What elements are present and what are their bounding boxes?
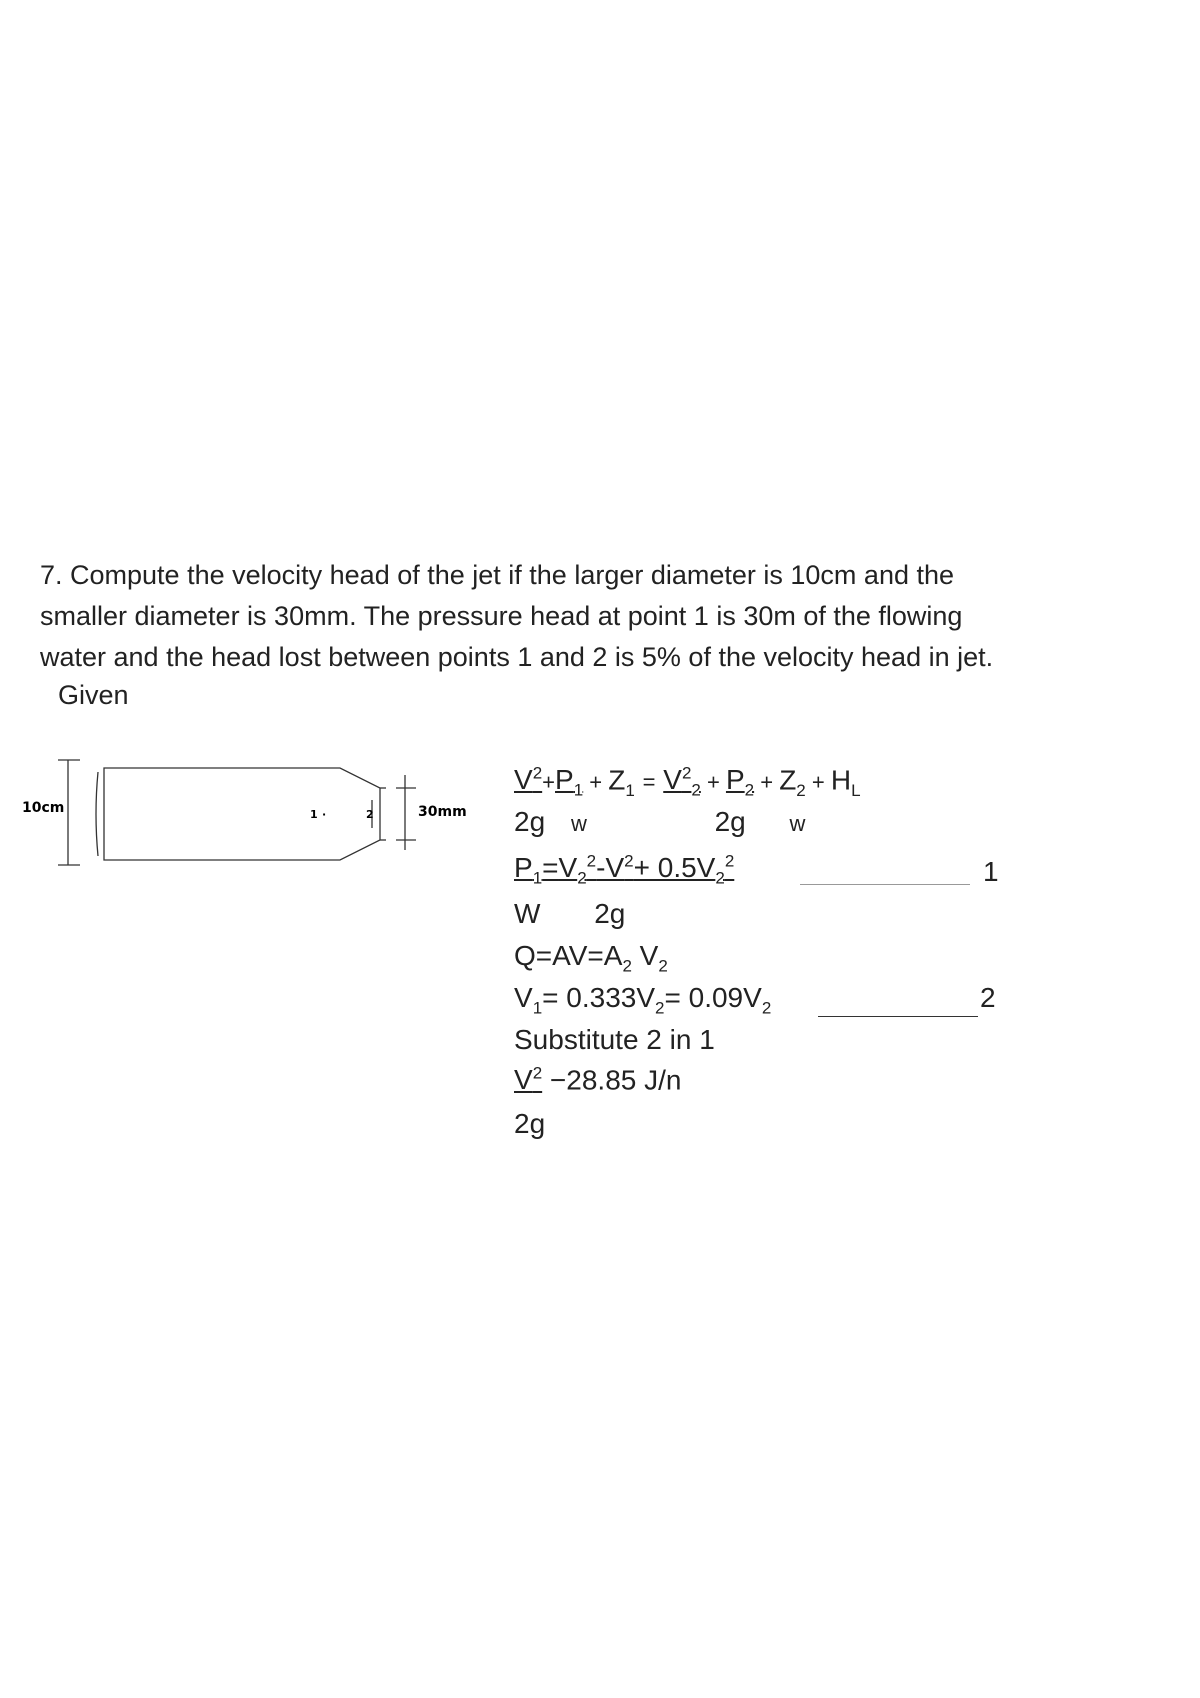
- given-label: Given: [58, 680, 129, 710]
- problem-line-3: water and the head lost between points 1 and 2 is 5% of the velocity head in jet.: [40, 642, 994, 672]
- point-1-label: 1: [310, 808, 318, 821]
- large-diameter-label: 10cm: [22, 800, 65, 816]
- problem-line-2: smaller diameter is 30mm. The pressure head at point 1 is 30m of the flowing: [40, 601, 963, 631]
- equation-2-numerator: $P_1=V_2^2-V^2+ 0.5V_2^2$: [514, 852, 735, 888]
- svg-text:·: ·: [322, 808, 327, 821]
- result-denominator: 2g: [514, 1108, 546, 1139]
- small-diameter-label: 30mm: [418, 804, 467, 820]
- problem-line-1: 7. Compute the velocity head of the jet if the larger diameter is 10cm and the: [40, 560, 955, 590]
- equation-2-leader-line: [818, 1016, 978, 1017]
- velocity-relation: $V_1= 0.333V_2= 0.09V_2$: [514, 982, 772, 1018]
- result-numerator: $V^2 -28.85$ J/n: [514, 1064, 682, 1096]
- bernoulli-denominator: 2g w 2g w: [514, 806, 806, 837]
- point-2-label: 2: [366, 808, 374, 821]
- problem-statement: [40, 555, 1180, 678]
- equation-1-leader-line: [800, 884, 970, 885]
- bernoulli-numerator: $V^2+P_1 + Z_1 = V^2_2 + P_2 + Z_2 + H_L$: [514, 764, 861, 800]
- continuity-equation: $Q=AV=A_2$ $V_2$: [514, 940, 668, 976]
- equation-2-number: 2: [980, 982, 996, 1013]
- equation-1-number: 1: [983, 856, 999, 887]
- substitute-step: Substitute 2 in 1: [514, 1024, 715, 1055]
- pipe-outline: [104, 768, 380, 860]
- nozzle-diagram: [0, 740, 500, 890]
- equation-2-denominator: W 2g: [514, 898, 626, 929]
